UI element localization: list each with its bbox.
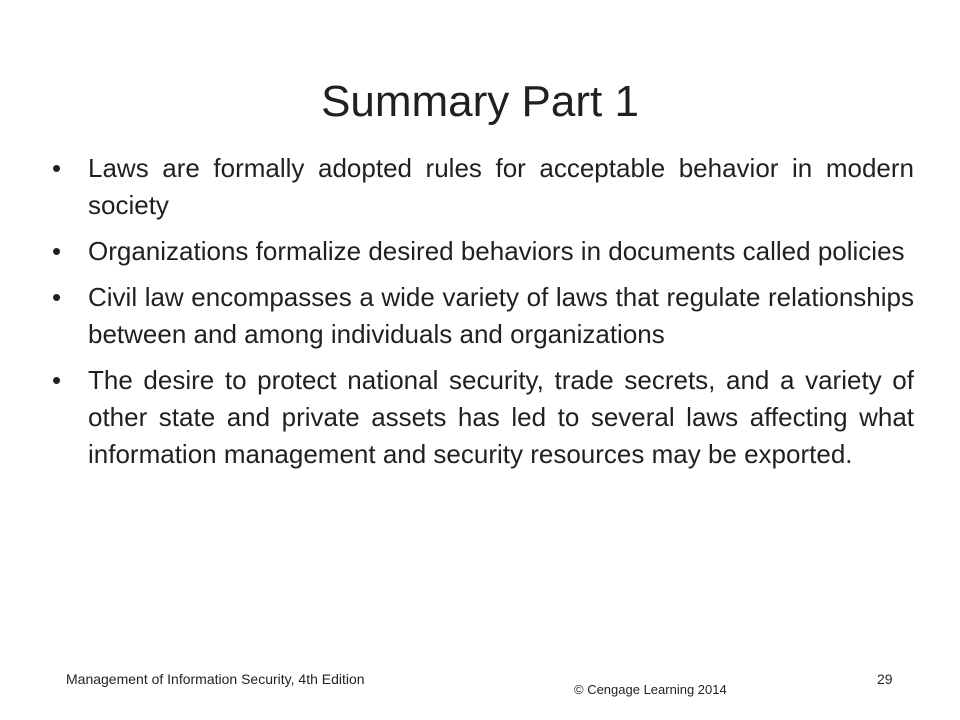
bullet-list (52, 150, 914, 482)
bullet-marker: • (52, 282, 62, 312)
slide-title: Summary Part 1 (321, 77, 639, 126)
bullet-text: Laws are formally adopted rules for acceptable behavior in modern society (88, 153, 914, 220)
footer-book-title: Management of Information Security, 4th Edition (66, 671, 365, 687)
bullet-item (52, 150, 914, 224)
bullet-text: Organizations formalize desired behaviors in documents called policies (88, 236, 905, 266)
footer-copyright: © Cengage Learning 2014 (574, 682, 727, 697)
bullet-text: Civil law encompasses a wide variety of laws that regulate relationships between and among individuals and organizations (88, 282, 914, 349)
bullet-item (52, 279, 914, 353)
bullet-marker: • (52, 365, 62, 395)
footer-page-number: 29 (877, 671, 893, 687)
bullet-item (52, 233, 914, 270)
bullet-text: The desire to protect national security, trade secrets, and a variety of other state and private assets has led to several laws affecting what information management and security resources may be exported. (88, 365, 914, 469)
bullet-item (52, 362, 914, 473)
bullet-marker: • (52, 236, 62, 266)
bullet-marker: • (52, 153, 62, 183)
